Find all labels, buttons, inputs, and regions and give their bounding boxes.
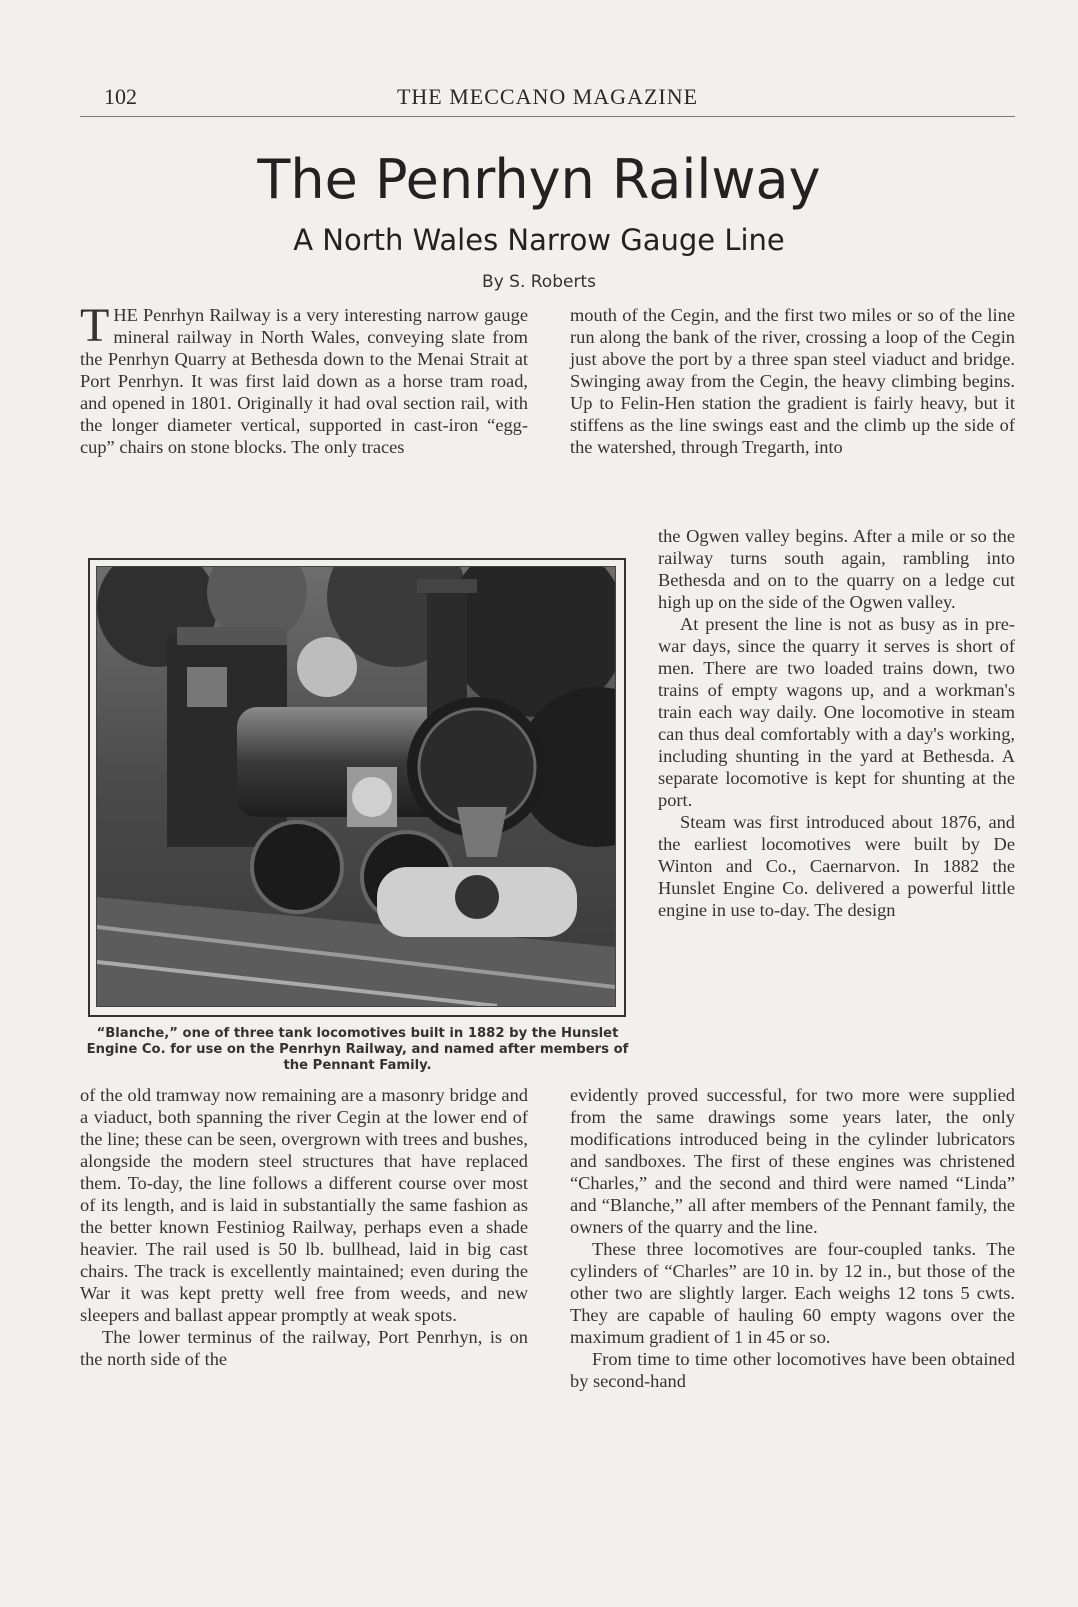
left-column-top bbox=[80, 299, 528, 458]
paragraph: At present the line is not as busy as in pre-war days, since the quarry it serves is short of men. There are two loaded trains down, two trains of empty wagons up, and a workman's train each way daily. One locomotive in steam can thus deal comfortably with a day's working, including shunting in the yard at Bethesda. A separate locomotive is kept for shunting at the port. bbox=[658, 614, 1015, 810]
locomotive-illustration bbox=[97, 567, 615, 1006]
article-title: The Penrhyn Railway bbox=[257, 148, 821, 211]
page-header bbox=[80, 84, 1015, 117]
photo-frame bbox=[88, 558, 626, 1017]
page-number: 102 bbox=[104, 84, 137, 109]
drop-cap: T bbox=[80, 299, 110, 352]
paragraph: of the old tramway now remaining are a masonry bridge and a viaduct, both spanning the river Cegin at the lower end of the line; these can be seen, overgrown with trees and bushes, alongside the modern steel structures that have replaced them. To-day, the line follows a different course over most of its length, and is laid in substantially the same fashion as the better known Festiniog Railway, perhaps even a shade heavier. The rail used is 50 lb. bullhead, laid in big cast chairs. The track is excellently maintained; even during the War it was kept pretty well free from weeds, and new sleepers and ballast appear promptly at weak spots. bbox=[80, 1085, 528, 1325]
magazine-title: THE MECCANO MAGAZINE bbox=[396, 84, 699, 109]
paragraph: Steam was first introduced about 1876, and the earliest locomotives were built by De Winton and Co., Caernarvon. In 1882 the Hunslet Engine Co. delivered a powerful little engine in use to-day. The design bbox=[658, 812, 1015, 920]
steam-locomotive-photo bbox=[96, 566, 616, 1007]
paragraph: the Ogwen valley begins. After a mile or so the railway turns south again, rambling into Bethesda and on to the quarry on a ledge cut high up on the side of the Ogwen valley. bbox=[658, 526, 1015, 612]
opening-paragraph bbox=[80, 299, 528, 458]
left-column-bottom bbox=[80, 1084, 528, 1370]
paragraph: From time to time other locomotives have been obtained by second-hand bbox=[570, 1349, 1015, 1391]
paragraph: The lower terminus of the railway, Port Penrhyn, is on the north side of the bbox=[80, 1327, 528, 1369]
opening-paragraph-text: HE Penrhyn Railway is a very interesting narrow gauge mineral railway in North Wales, conveying slate from the Penrhyn Quarry at Bethesda down to the Menai Strait at Port Penrhyn. It was first laid down as a horse tram road, and opened in 1801. Originally it had oval section rail, with the longer diameter vertical, supported in cast-iron “egg-cup” chairs on stone blocks. The only traces bbox=[80, 305, 528, 457]
photo-caption: “Blanche,” one of three tank locomotives built in 1882 by the Hunslet Engine Co. for use on the Penrhyn Railway, and named after members of the Pennant Family. bbox=[86, 1026, 629, 1073]
right-column-top bbox=[570, 304, 1015, 458]
article-byline: By S. Roberts bbox=[482, 272, 596, 292]
paragraph: These three locomotives are four-coupled tanks. The cylinders of “Charles” are 10 in. by 12 in., but those of the other two are slightly larger. Each weighs 12 tons 5 cwts. They are capable of hauling 60 empty wagons over the maximum gradient of 1 in 45 or so. bbox=[570, 1239, 1015, 1347]
paragraph: evidently proved successful, for two more were supplied from the same drawings some years later, the only modifications introduced being in the cylinder lubricators and sandboxes. The first of these engines was christened “Charles,” and the second and third were named “Linda” and “Blanche,” all after members of the Pennant family, the owners of the quarry and the line. bbox=[570, 1085, 1015, 1237]
article-subtitle: A North Wales Narrow Gauge Line bbox=[293, 223, 785, 257]
right-column-narrow bbox=[658, 525, 1015, 921]
right-column-bottom bbox=[570, 1084, 1015, 1392]
paragraph: mouth of the Cegin, and the first two miles or so of the line run along the bank of the river, crossing a loop of the Cegin just above the port by a three span steel viaduct and bridge. Swinging away from the Cegin, the heavy climbing begins. Up to Felin-Hen station the gradient is fairly heavy, but it stiffens as the line swings east and the climb up the side of the watershed, through Tregarth, into bbox=[570, 305, 1015, 457]
